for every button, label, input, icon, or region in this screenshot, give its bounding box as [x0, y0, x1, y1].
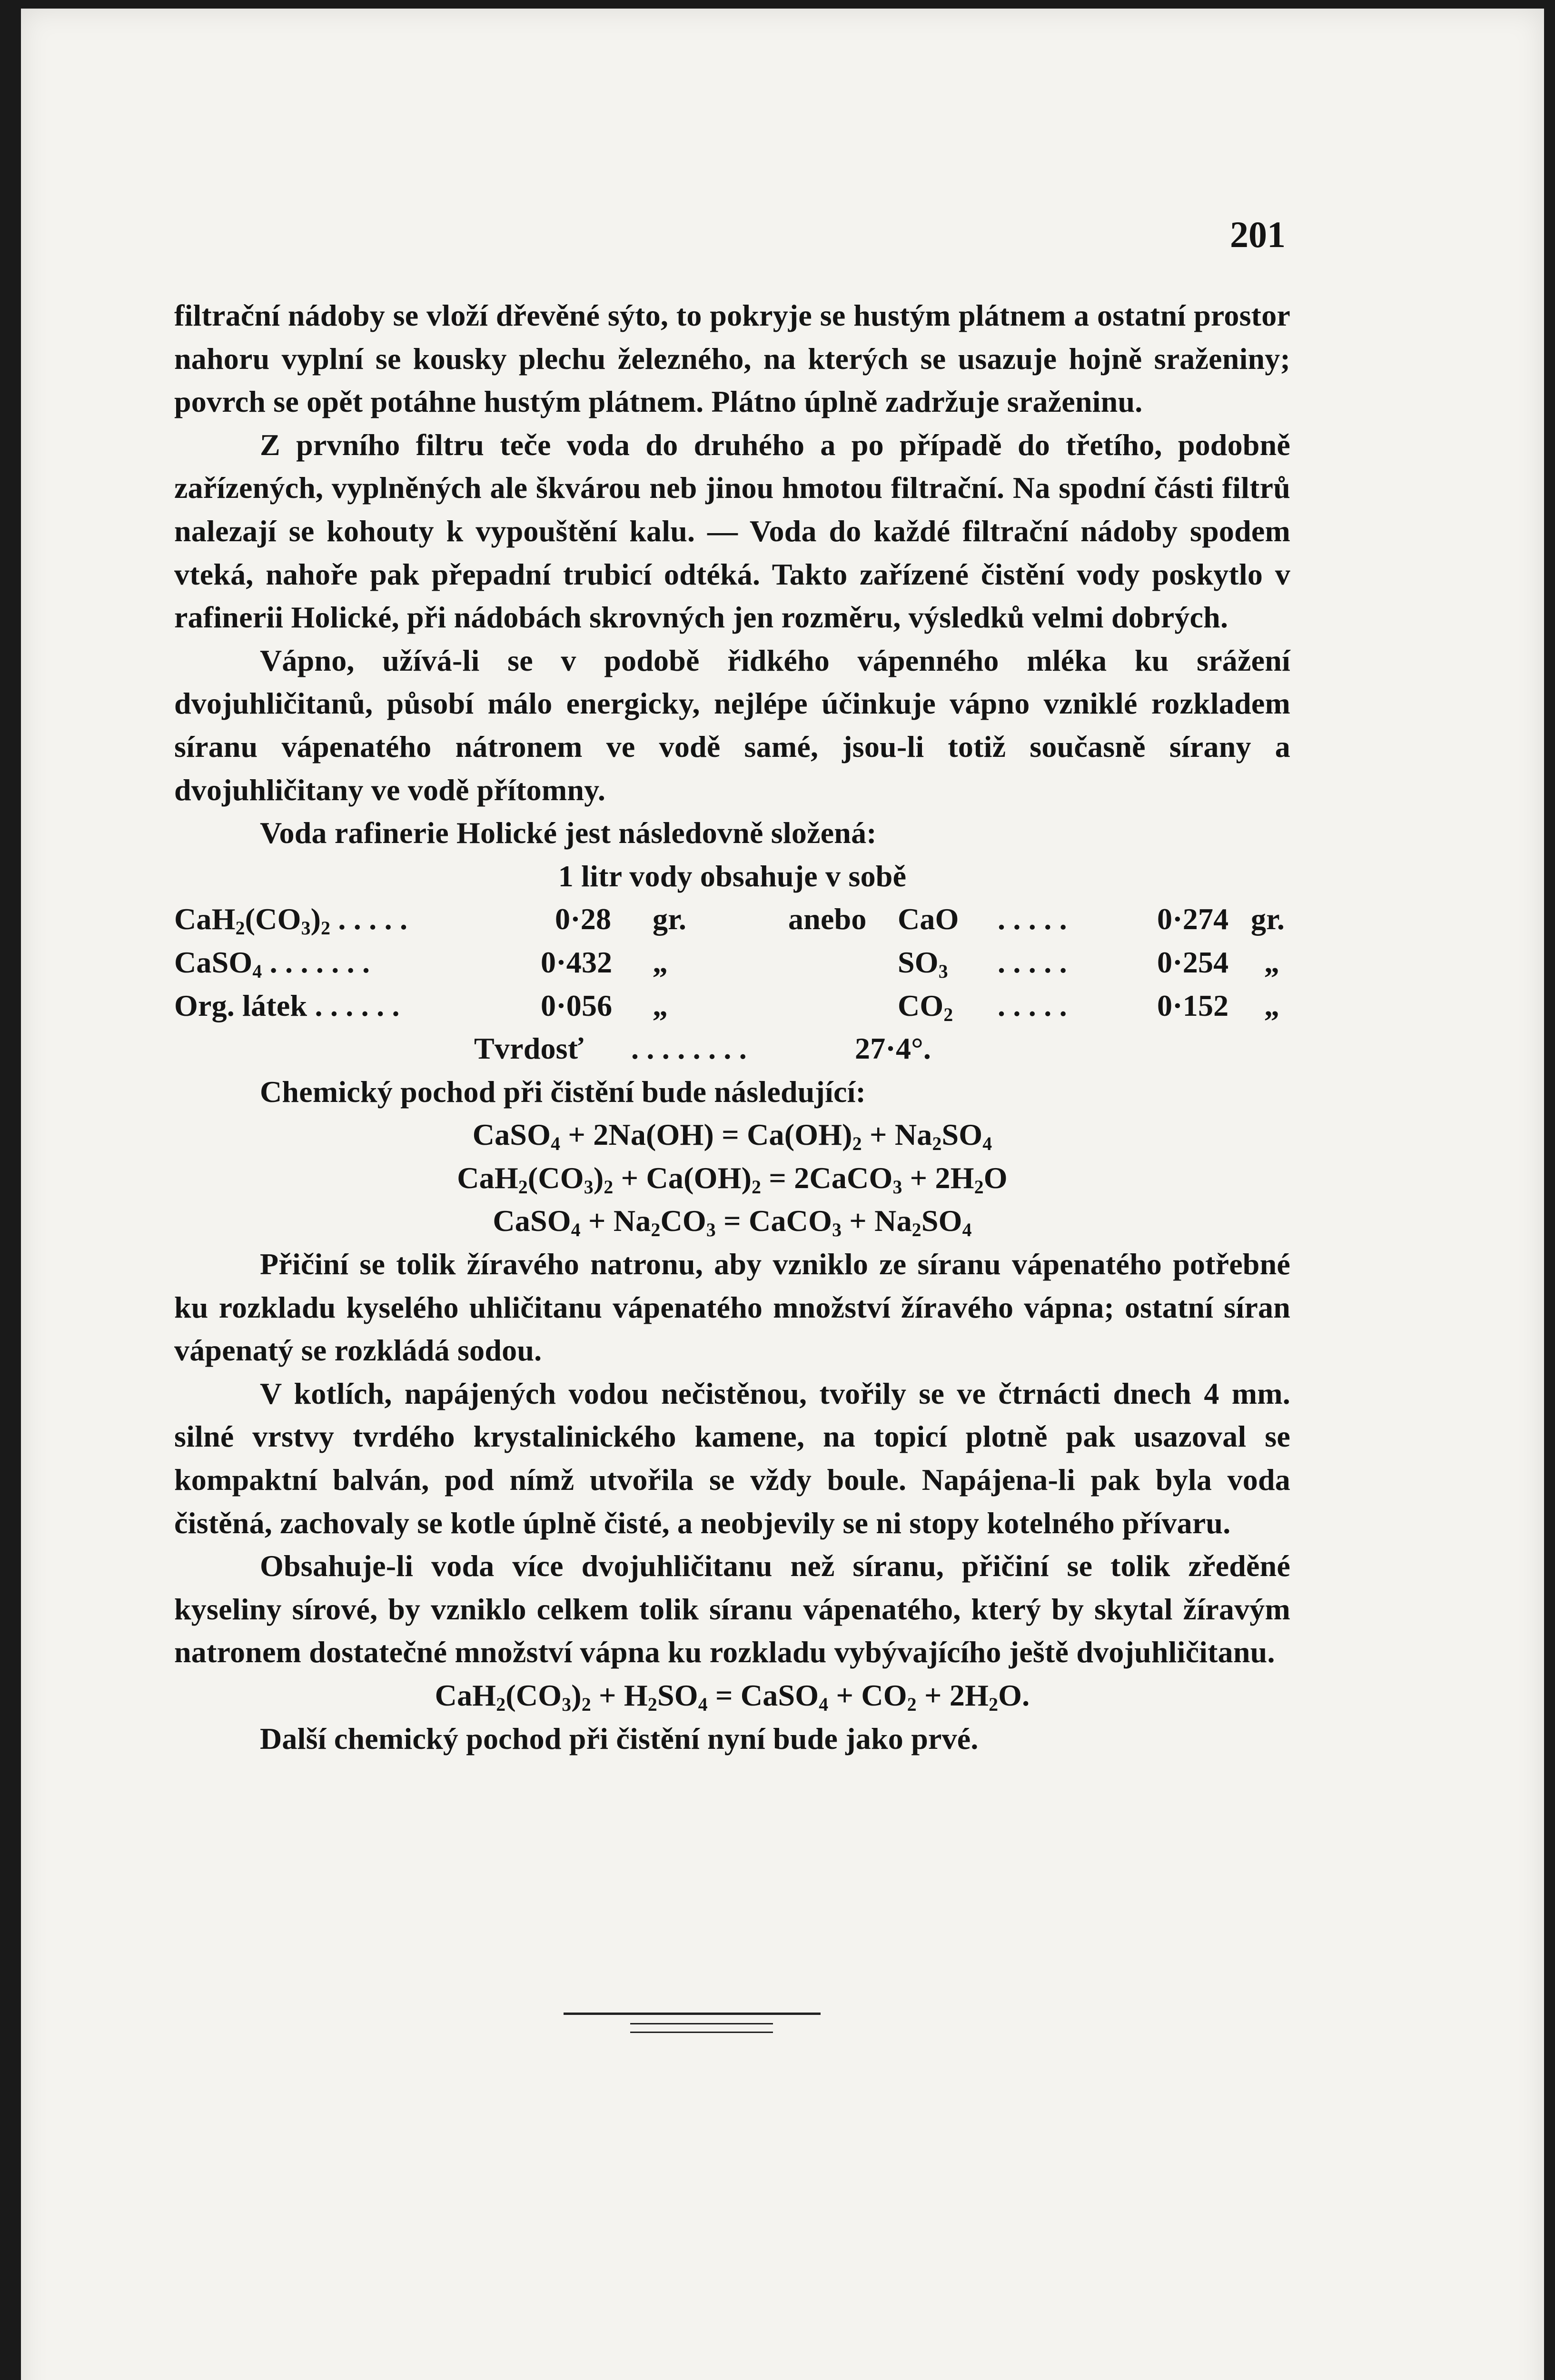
row3-left-unit: „ [653, 988, 668, 1022]
end-rule-top [564, 2013, 821, 2015]
paragraph-4: Voda rafinerie Holické jest následovně složená: [260, 816, 877, 850]
hardness-dots: . . . . . . . . [631, 1031, 747, 1066]
paragraph-8: Obsahuje-li voda více dvojuhličitanu než síranu, přičiní se tolik zředěné kyseliny sírové, by vzniklo celkem tolik síranu vápenatého, který by skytal žíravým natronem dostatečné množství vápna ku rozkladu vybývajícího ještě dvojuhličitanu. [174, 1549, 1290, 1669]
row2-left-value: 0·432 [541, 945, 613, 979]
row2-right-unit: „ [1264, 945, 1280, 979]
row2-right-value: 0·254 [1157, 945, 1229, 979]
row1-left-value: 0·28 [555, 902, 612, 936]
end-rule-bottom [630, 2032, 773, 2033]
paragraph-1: filtrační nádoby se vloží dřevěné sýto, to pokryje se hustým plátnem a ostatní prostor nahoru vyplní se kousky plechu železného, na kterých se usazuje hojně sraženiny; povrch se opět potáhne hustým plátnem. Plátno úplně zadržuje sraženinu. [174, 298, 1290, 419]
paragraph-7: V kotlích, napájených vodou nečistěnou, tvořily se ve čtrnácti dnech 4 mm. silné vrstvy tvrdého krystalinického kamene, na topicí plotně pak usazoval se kompaktní balván, pod nímž utvořila se vždy boule. Napájena-li pak byla voda čistěná, zachovaly se kotle úplně čisté, a neobjevily se ni stopy kotelného přívaru. [174, 1376, 1290, 1540]
row2-right-name: $SO_3$ [898, 945, 948, 982]
equation-1: CaSO$_4$ + $2Na(OH) = Ca(OH)_2 + Na_2SO_4$ [472, 1118, 992, 1155]
table-caption: 1 litr vody obsahuje v sobě [558, 859, 907, 893]
page-number: 201 [1230, 214, 1286, 255]
row1-right-value: 0·274 [1157, 902, 1229, 936]
row3-left-value: 0·056 [541, 988, 613, 1022]
row1-left-name: $CaH_2(CO_3)_2$ . . . . . [174, 902, 408, 939]
table-row-2 [174, 941, 1290, 984]
row3-left-name: Org. látek . . . . . . [174, 988, 400, 1022]
row1-right-unit: gr. [1251, 902, 1285, 936]
row2-left-name: CaSO$_4$ . . . . . . . [174, 945, 370, 982]
hardness-row [174, 1027, 1290, 1071]
row1-left-unit: gr. [653, 902, 687, 936]
equation-4: $CaH_2(CO_3)_2 + H_2SO_4$ = CaSO$_4$ + $CO_2 + 2H_2O$. [435, 1678, 1030, 1716]
book-page [21, 9, 1544, 2380]
end-rule-middle [630, 2023, 773, 2024]
paragraph-9: Další chemický pochod při čistění nyní bude jako prvé. [260, 1721, 979, 1755]
row2-right-dots: . . . . . [998, 945, 1067, 979]
table-row-3 [174, 984, 1290, 1028]
hardness-value: 27·4°. [855, 1031, 931, 1066]
row2-left-unit: „ [653, 945, 668, 979]
row3-right-dots: . . . . . [998, 988, 1067, 1022]
hardness-label: Tvrdosť [474, 1031, 584, 1066]
row1-right-name: CaO [898, 902, 959, 936]
row3-right-name: $CO_2$ [898, 988, 953, 1025]
row1-right-dots: . . . . . [998, 902, 1067, 936]
page-text [174, 294, 1290, 1760]
equation-2: $CaH_2(CO_3)_2 + Ca(OH)_2$ = 2CaCO$_3$ + $2H_2O$ [457, 1160, 1008, 1198]
paragraph-5: Chemický pochod při čistění bude následující: [260, 1074, 866, 1109]
equation-3: CaSO$_4$ + $Na_2CO_3$ = CaCO$_3$ + $Na_2SO_4$ [493, 1204, 972, 1241]
paragraph-2: Z prvního filtru teče voda do druhého a po případě do třetího, podobně zařízených, vyplněných ale škvárou neb jinou hmotou filtrační. Na spodní části filtrů nalezají se kohouty k vypouštění kalu. — Voda do každé filtrační nádoby spodem vteká, nahoře pak přepadní trubicí odtéká. Takto zařízené čistění vody poskytlo v rafinerii Holické, při nádobách skrovných jen rozměru, výsledků velmi dobrých. [174, 427, 1290, 635]
row1-conjunction: anebo [788, 902, 867, 936]
paragraph-6: Přičiní se tolik žíravého natronu, aby vzniklo ze síranu vápenatého potřebné ku rozkladu kyselého uhličitanu vápenatého množství žíravého vápna; ostatní síran vápenatý se rozkládá sodou. [174, 1247, 1290, 1368]
row3-right-unit: „ [1264, 988, 1280, 1022]
paragraph-3: Vápno, užívá-li se v podobě řidkého vápenného mléka ku srážení dvojuhličitanů, působí málo energicky, nejlépe účinkuje vápno vzniklé rozkladem síranu vápenatého nátronem ve vodě samé, jsou-li totiž současně sírany a dvojuhličitany ve vodě přítomny. [174, 643, 1290, 807]
table-row-1 [174, 898, 1290, 941]
row3-right-value: 0·152 [1157, 988, 1229, 1022]
